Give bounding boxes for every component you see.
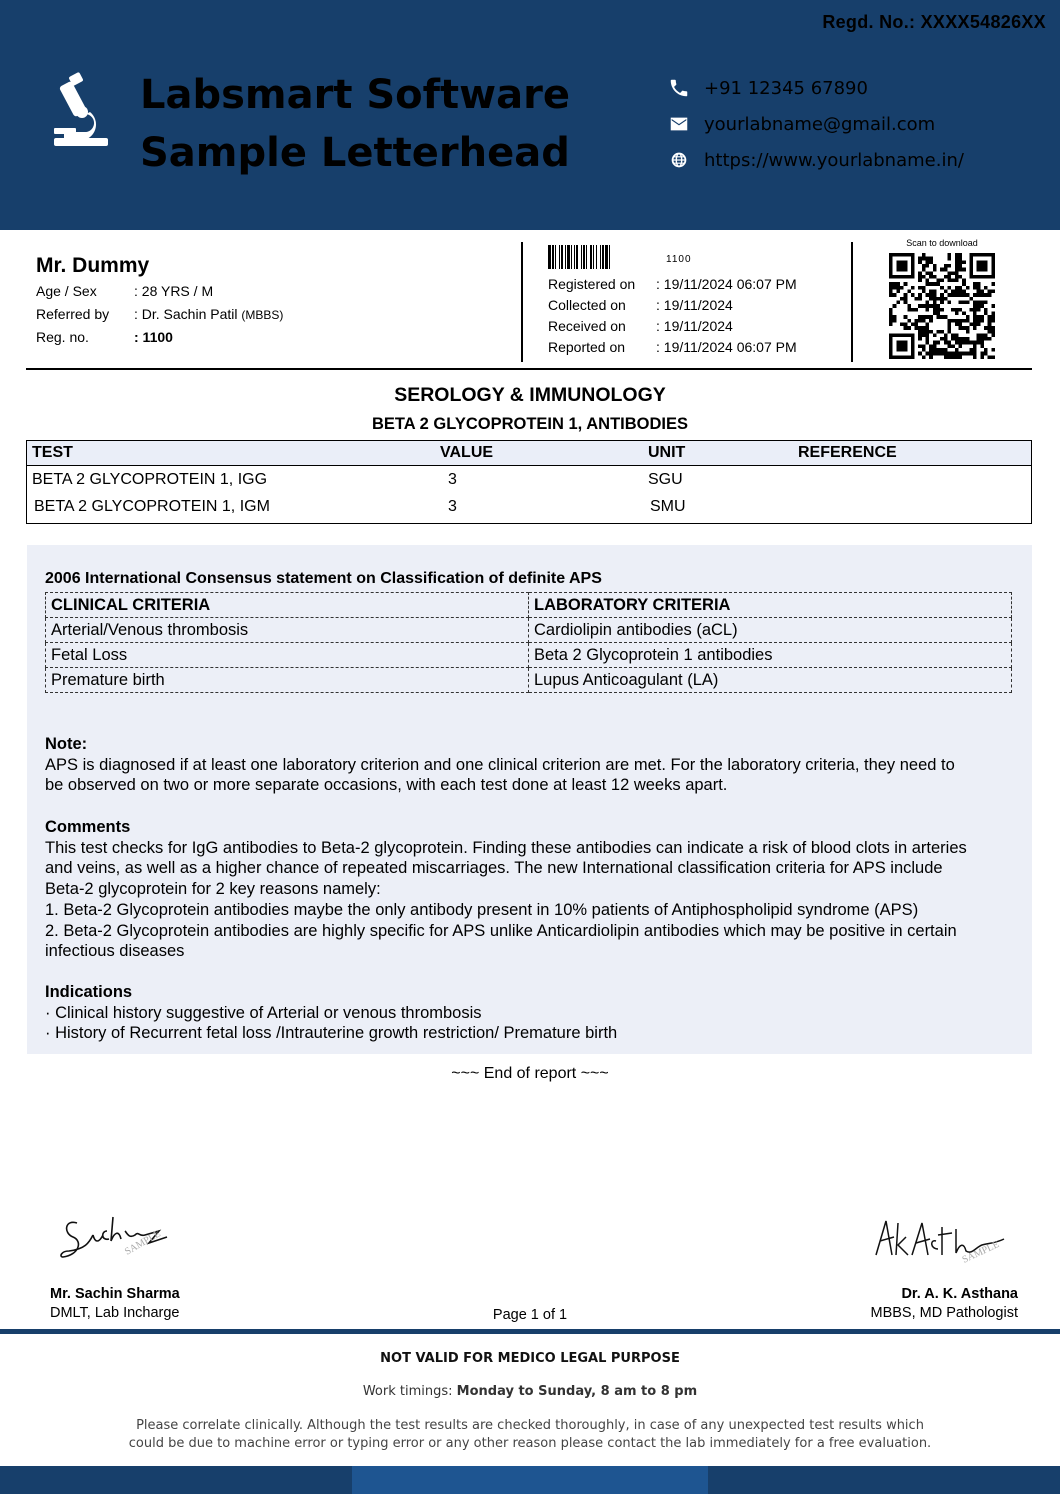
col-unit: UNIT bbox=[642, 440, 792, 466]
referred-label: Referred by bbox=[36, 306, 110, 322]
referred-qualification: (MBBS) bbox=[241, 308, 284, 322]
comments-heading: Comments bbox=[45, 818, 131, 836]
indications-line: · Clinical history suggestive of Arterial or venous thrombosis bbox=[45, 1003, 482, 1022]
contact-info bbox=[668, 70, 964, 178]
signatory-title: MBBS, MD Pathologist bbox=[870, 1305, 1018, 1321]
date-value: : 19/11/2024 06:07 PM bbox=[656, 339, 797, 355]
patient-details bbox=[36, 283, 283, 352]
work-timings bbox=[0, 1384, 1060, 1399]
comments-section bbox=[45, 817, 1013, 962]
reg-label: Reg. no. bbox=[36, 329, 89, 345]
referred-row bbox=[36, 306, 283, 329]
aps-clinical: Premature birth bbox=[46, 668, 529, 693]
comments-line: This test checks for IgG antibodies to Beta-2 glycoprotein. Finding these antibodies can indicate a risk of blood clots in arteries bbox=[45, 838, 967, 857]
note-heading: Note: bbox=[45, 735, 88, 753]
reg-value: : 1100 bbox=[134, 329, 173, 345]
date-row bbox=[548, 318, 797, 339]
globe-icon bbox=[668, 149, 690, 171]
comments-line: 2. Beta-2 Glycoprotein antibodies are highly specific for APS unlike Anticardiolipin antibodies which may be positive in certain bbox=[45, 921, 957, 940]
date-label: Collected on bbox=[548, 297, 626, 313]
comments-line: 1. Beta-2 Glycoprotein antibodies maybe the only antibody present in 10% patients of Antiphospholipid syndrome (APS) bbox=[45, 900, 919, 919]
age-sex-row bbox=[36, 283, 283, 306]
aps-title: 2006 International Consensus statement on Classification of definite APS bbox=[45, 570, 602, 587]
disclaimer-title: NOT VALID FOR MEDICO LEGAL PURPOSE bbox=[380, 1351, 680, 1366]
age-sex-label: Age / Sex bbox=[36, 283, 97, 299]
qr-label: Scan to download bbox=[906, 238, 978, 248]
footer-note-line: Please correlate clinically. Although the test results are checked thoroughly, in case of any unexpected test results which bbox=[136, 1418, 924, 1433]
signatory-name: Dr. A. K. Asthana bbox=[901, 1286, 1018, 1302]
note-line: be observed on two or more separate occasions, with each test done at least 12 weeks apart. bbox=[45, 776, 728, 795]
qr-code-icon[interactable] bbox=[889, 253, 995, 359]
aps-laboratory: Beta 2 Glycoprotein 1 antibodies bbox=[529, 643, 1012, 668]
footer-bar-accent bbox=[352, 1466, 708, 1494]
comments-line: and veins, as well as a higher chance of repeated miscarriages. The new International classification criteria for APS include bbox=[45, 859, 943, 878]
divider-right bbox=[851, 242, 853, 362]
aps-clinical: Arterial/Venous thrombosis bbox=[46, 618, 529, 643]
footer-note bbox=[0, 1417, 1060, 1453]
phone-text: +91 12345 67890 bbox=[704, 77, 868, 99]
signature-left-icon bbox=[55, 1205, 185, 1275]
table-row bbox=[46, 618, 1012, 643]
date-row bbox=[548, 339, 797, 360]
test-title: BETA 2 GLYCOPROTEIN 1, ANTIBODIES bbox=[372, 415, 688, 433]
age-sex-value: : 28 YRS / M bbox=[134, 283, 214, 299]
end-of-report: ~~~ End of report ~~~ bbox=[451, 1065, 609, 1082]
footer-separator bbox=[0, 1329, 1060, 1334]
divider-left bbox=[521, 242, 523, 362]
table-row bbox=[26, 466, 1032, 494]
aps-col-laboratory: LABORATORY CRITERIA bbox=[529, 593, 1012, 618]
lab-name bbox=[140, 66, 570, 182]
result-reference bbox=[792, 493, 1032, 520]
header-separator bbox=[26, 368, 1032, 370]
col-value: VALUE bbox=[434, 440, 642, 466]
col-test: TEST bbox=[26, 440, 434, 466]
phone-icon bbox=[668, 77, 690, 99]
signature-right-icon bbox=[872, 1215, 1017, 1270]
result-test: BETA 2 GLYCOPROTEIN 1, IGG bbox=[32, 470, 268, 488]
aps-criteria-table bbox=[45, 592, 1012, 693]
result-unit: SGU bbox=[648, 470, 683, 488]
section-title: SEROLOGY & IMMUNOLOGY bbox=[394, 384, 666, 406]
result-value: 3 bbox=[448, 497, 457, 515]
sample-stamp: SAMPLE bbox=[123, 1228, 163, 1258]
table-row bbox=[26, 493, 1032, 520]
table-row bbox=[46, 668, 1012, 693]
barcode-number: 1100 bbox=[666, 254, 692, 265]
aps-laboratory: Cardiolipin antibodies (aCL) bbox=[529, 618, 1012, 643]
aps-header-row bbox=[46, 593, 1012, 618]
aps-laboratory: Lupus Anticoagulant (LA) bbox=[529, 668, 1012, 693]
result-reference bbox=[792, 466, 1032, 494]
date-label: Received on bbox=[548, 318, 626, 334]
sample-stamp: SAMPLE bbox=[960, 1239, 1002, 1266]
indications-heading: Indications bbox=[45, 983, 133, 1001]
reg-row bbox=[36, 329, 283, 352]
website-text: https://www.yourlabname.in/ bbox=[704, 149, 964, 171]
result-value: 3 bbox=[448, 470, 457, 488]
indications-section bbox=[45, 982, 1013, 1044]
footer-note-line: could be due to machine error or typing error or any other reason please contact the lab immediately for a free evaluation. bbox=[128, 1436, 932, 1451]
date-label: Registered on bbox=[548, 276, 636, 292]
date-row bbox=[548, 297, 797, 318]
timings-value: Monday to Sunday, 8 am to 8 pm bbox=[456, 1384, 698, 1399]
signatory-title: DMLT, Lab Incharge bbox=[50, 1305, 180, 1321]
result-test: BETA 2 GLYCOPROTEIN 1, IGM bbox=[34, 497, 270, 515]
signatory-name: Mr. Sachin Sharma bbox=[50, 1286, 180, 1302]
report-dates bbox=[548, 276, 797, 360]
date-value: : 19/11/2024 bbox=[656, 297, 733, 313]
mail-icon bbox=[668, 113, 690, 135]
indications-line: · History of Recurrent fetal loss /Intrauterine growth restriction/ Premature birth bbox=[45, 1024, 618, 1043]
timings-label: Work timings: bbox=[362, 1384, 453, 1399]
date-value: : 19/11/2024 06:07 PM bbox=[656, 276, 797, 292]
microscope-icon bbox=[50, 72, 112, 152]
note-section bbox=[45, 734, 1013, 796]
referred-value: : Dr. Sachin Patil bbox=[134, 306, 238, 322]
note-line: APS is diagnosed if at least one laboratory criterion and one clinical criterion are met. For the laboratory criteria, they need to bbox=[45, 755, 955, 774]
regd-number: Regd. No.: XXXX54826XX bbox=[822, 12, 1046, 32]
comments-line: Beta-2 glycoprotein for 2 key reasons namely: bbox=[45, 880, 381, 899]
date-label: Reported on bbox=[548, 339, 626, 355]
date-value: : 19/11/2024 bbox=[656, 318, 733, 334]
result-unit: SMU bbox=[650, 497, 686, 515]
patient-name: Mr. Dummy bbox=[36, 254, 150, 277]
contact-email[interactable] bbox=[668, 106, 964, 142]
aps-clinical: Fetal Loss bbox=[46, 643, 529, 668]
results-table bbox=[26, 440, 1032, 520]
results-header-row bbox=[26, 440, 1032, 466]
contact-website[interactable] bbox=[668, 142, 964, 178]
date-row bbox=[548, 276, 797, 297]
email-text: yourlabname@gmail.com bbox=[704, 113, 936, 135]
lab-name-line1: Labsmart Software bbox=[140, 72, 570, 118]
barcode-icon bbox=[548, 245, 660, 269]
table-row bbox=[46, 643, 1012, 668]
comments-line: infectious diseases bbox=[45, 942, 185, 961]
contact-phone[interactable] bbox=[668, 70, 964, 106]
aps-col-clinical: CLINICAL CRITERIA bbox=[46, 593, 529, 618]
page-number: Page 1 of 1 bbox=[492, 1307, 568, 1323]
col-reference: REFERENCE bbox=[792, 440, 1032, 466]
lab-name-line2: Sample Letterhead bbox=[140, 130, 570, 176]
